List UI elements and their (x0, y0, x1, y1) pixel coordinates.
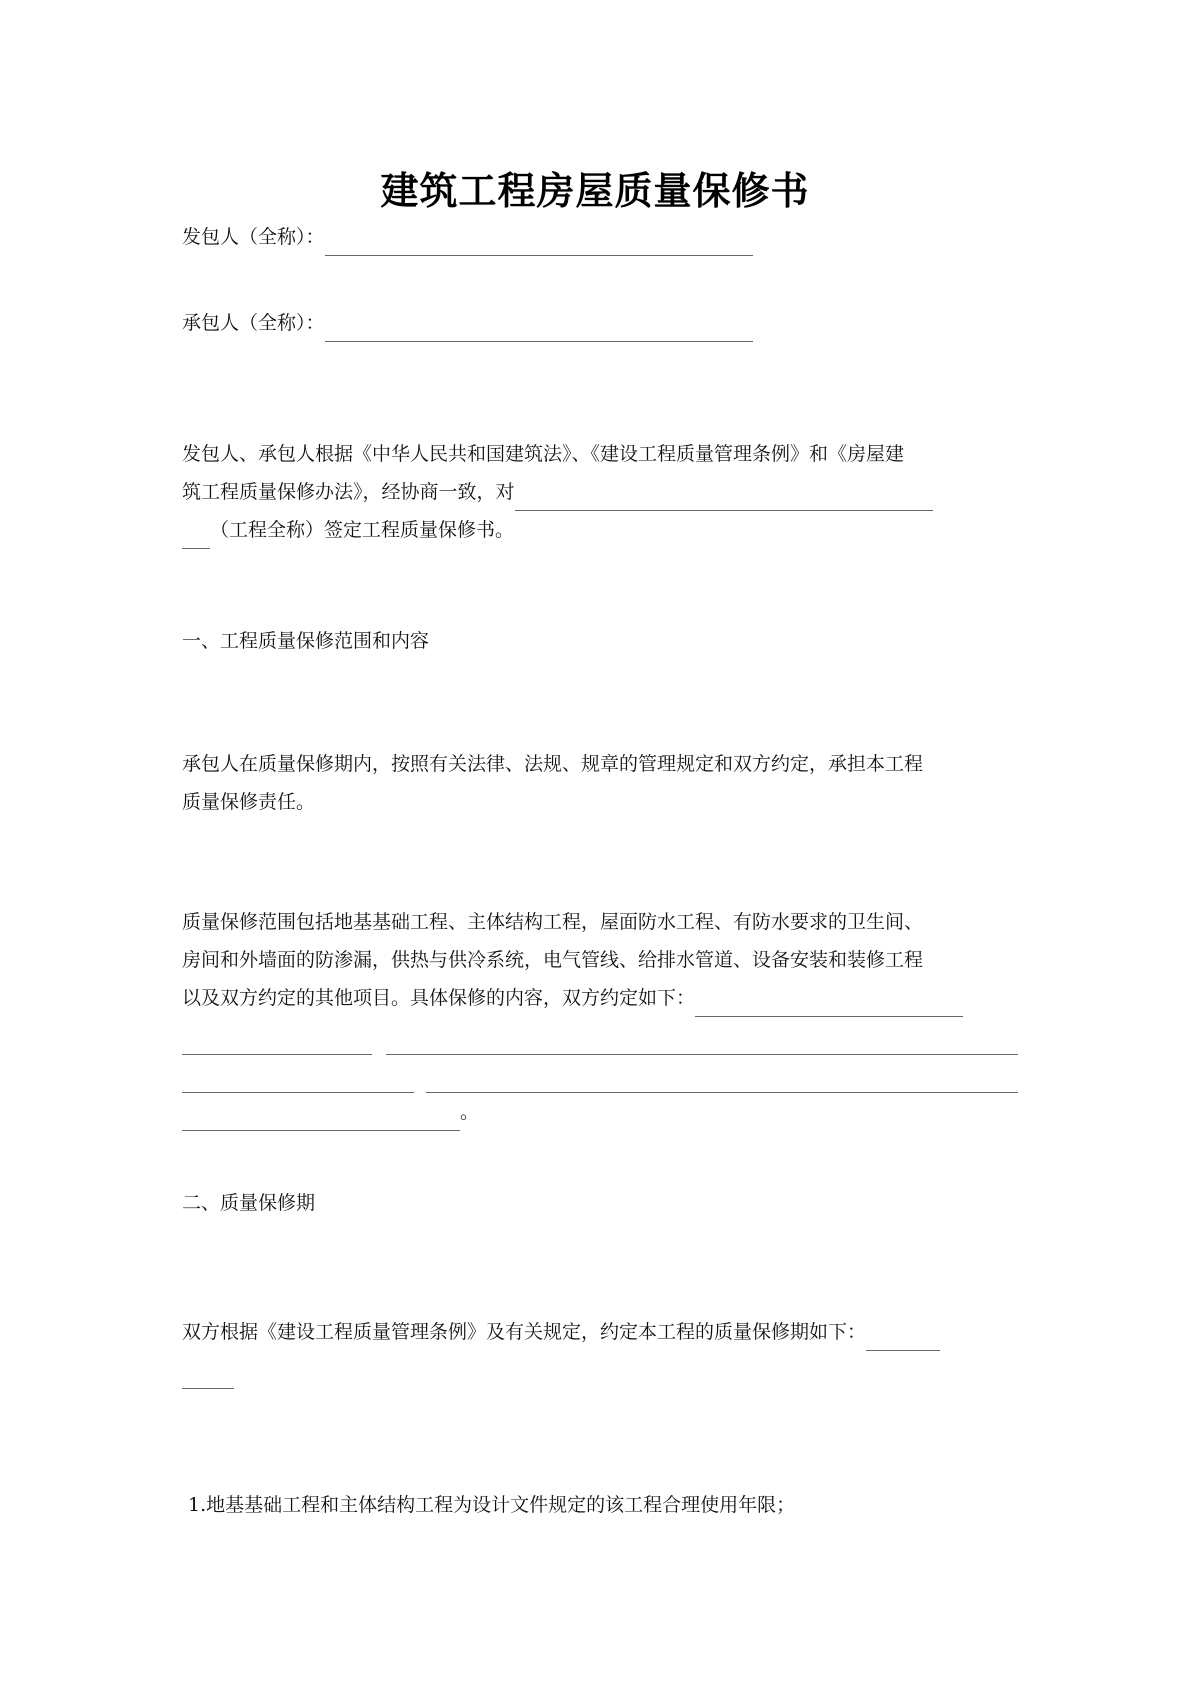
warranty-content-blank-6[interactable] (182, 1108, 460, 1131)
project-name-blank[interactable] (515, 488, 933, 511)
warranty-period-blank-1[interactable] (866, 1328, 940, 1351)
warranty-content-blank-4[interactable] (182, 1070, 414, 1093)
employer-line (182, 218, 753, 256)
section1-heading: 一、工程质量保修范围和内容 (182, 630, 430, 652)
section1-para1-line2: 质量保修责任。 (182, 791, 316, 813)
contractor-name-blank[interactable] (325, 319, 753, 342)
section1-para2-line1: 质量保修范围包括地基基础工程、主体结构工程，屋面防水工程、有防水要求的卫生间、 (182, 911, 924, 933)
contractor-line (182, 304, 753, 342)
project-name-blank-cont[interactable] (182, 526, 210, 549)
warranty-content-blank-2[interactable] (182, 1032, 372, 1055)
section1-para2-line3: 以及双方约定的其他项目。具体保修的内容，双方约定如下： (182, 987, 696, 1009)
section1-paragraph-2 (182, 903, 1018, 1131)
warranty-period-blank-2[interactable] (182, 1366, 234, 1389)
intro-paragraph (182, 435, 1018, 549)
section2-heading: 二、质量保修期 (182, 1192, 316, 1214)
employer-label: 发包人（全称）： (182, 226, 325, 248)
section1-para1-line1: 承包人在质量保修期内，按照有关法律、法规、规章的管理规定和双方约定，承担本工程 (182, 753, 924, 775)
section1-para2-end: 。 (460, 1101, 480, 1123)
intro-line-2: 筑工程质量保修办法》，经协商一致，对 (182, 481, 515, 503)
section1-para2-line2: 房间和外墙面的防渗漏，供热与供冷系统，电气管线、给排水管道、设备安装和装修工程 (182, 949, 924, 971)
employer-name-blank[interactable] (325, 233, 753, 256)
warranty-content-blank-5[interactable] (426, 1070, 1018, 1093)
warranty-content-blank-3[interactable] (386, 1032, 1018, 1055)
document-title: 建筑工程房屋质量保修书 (380, 168, 810, 213)
intro-line-1: 发包人、承包人根据《中华人民共和国建筑法》、《建设工程质量管理条例》和《房屋建 (182, 443, 905, 465)
contractor-label: 承包人（全称）： (182, 312, 325, 334)
warranty-content-blank-1[interactable] (695, 994, 963, 1017)
section2-paragraph-1 (182, 1313, 1018, 1389)
section2-item-1: 1.地基基础工程和主体结构工程为设计文件规定的该工程合理使用年限； (188, 1494, 796, 1516)
section2-para1-line1: 双方根据《建设工程质量管理条例》及有关规定，约定本工程的质量保修期如下： (182, 1321, 867, 1343)
section1-paragraph-1 (182, 745, 1018, 821)
intro-line-3: （工程全称）签定工程质量保修书。 (210, 519, 515, 541)
